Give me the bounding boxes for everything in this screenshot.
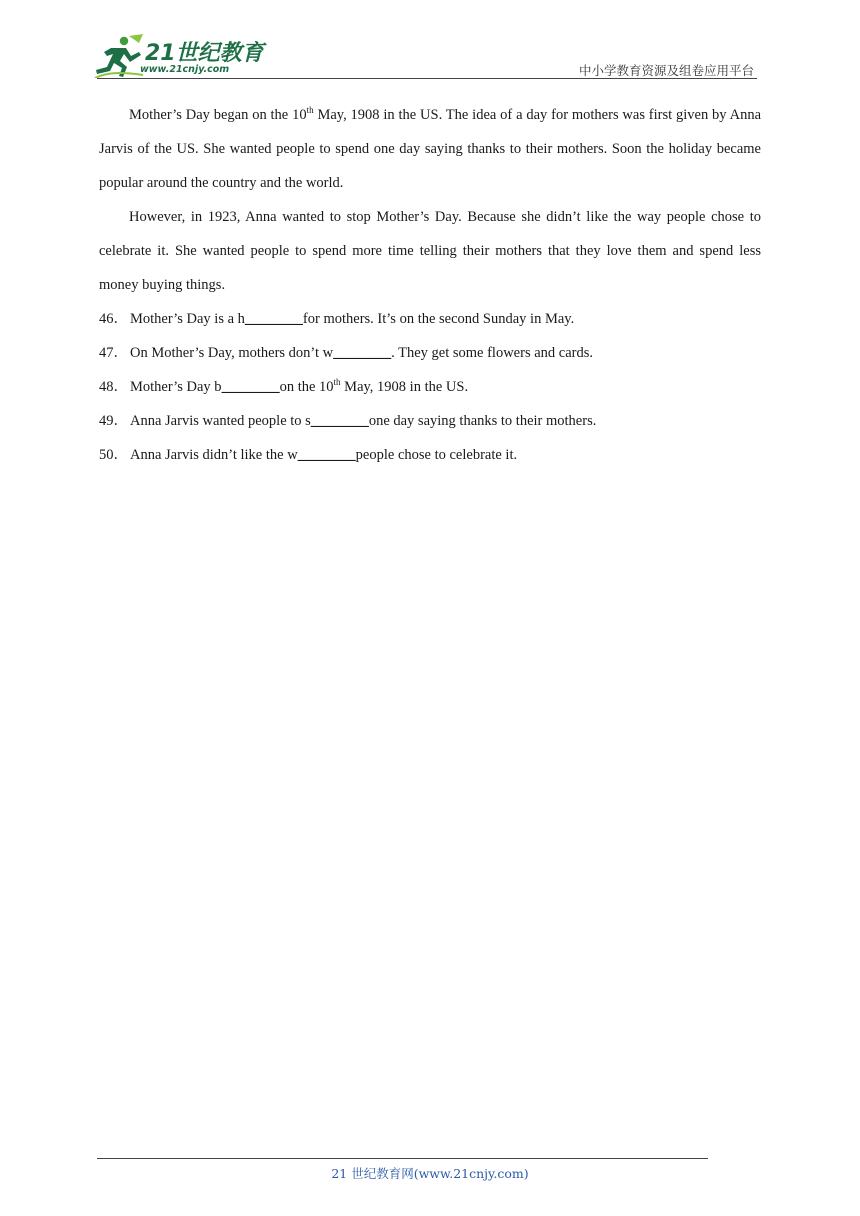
- logo-url: www.21cnjy.com: [140, 64, 230, 75]
- site-logo: [93, 34, 263, 80]
- question-49: [99, 404, 761, 438]
- passage-p1-start: Mother’s Day began on the 10: [129, 107, 307, 123]
- runner-logo-icon: [93, 34, 145, 78]
- question-text: Mother’s Day is a h: [130, 311, 245, 327]
- passage-paragraph-1: [99, 98, 761, 200]
- question-number: 48．: [99, 379, 128, 395]
- answer-blank[interactable]: ________: [244, 311, 303, 327]
- logo-name: 21世纪教育: [145, 41, 264, 66]
- footer-text: 21 世纪教育网(www.21cnjy.com): [331, 1166, 529, 1181]
- question-text: Anna Jarvis wanted people to s: [130, 413, 311, 429]
- question-text-end: . They get some flowers and cards.: [391, 345, 593, 361]
- question-number: 50．: [99, 447, 128, 463]
- header-divider: [97, 78, 757, 79]
- question-47: [99, 336, 761, 370]
- question-50: [99, 438, 761, 472]
- answer-blank[interactable]: ________: [221, 379, 280, 395]
- question-48: [99, 370, 761, 404]
- passage-paragraph-2: However, in 1923, Anna wanted to stop Mother’s Day. Because she didn’t like the way people chose to celebrate it. She wanted people to spend more time telling their mothers that they love them and spend less money buying things.: [99, 209, 761, 293]
- question-sup: th: [333, 377, 341, 388]
- question-number: 46．: [99, 311, 128, 327]
- answer-blank[interactable]: ________: [297, 447, 356, 463]
- question-text-end: people chose to celebrate it.: [355, 447, 518, 463]
- question-text-end: one day saying thanks to their mothers.: [368, 413, 597, 429]
- answer-blank[interactable]: ________: [333, 345, 392, 361]
- question-text: On Mother’s Day, mothers don’t w: [130, 345, 334, 361]
- question-text: Anna Jarvis didn’t like the w: [130, 447, 298, 463]
- question-text-end: for mothers. It’s on the second Sunday in May.: [302, 311, 575, 327]
- platform-title: 中小学教育资源及组卷应用平台: [578, 63, 754, 78]
- question-number: 47．: [99, 345, 128, 361]
- question-text-end-2: May, 1908 in the US.: [340, 379, 469, 395]
- question-46: [99, 302, 761, 336]
- question-text: Mother’s Day b: [130, 379, 222, 395]
- passage-p1-sup: th: [306, 105, 314, 116]
- document-body: [99, 98, 761, 472]
- answer-blank[interactable]: ________: [310, 413, 369, 429]
- question-number: 49．: [99, 413, 128, 429]
- passage-p1-rest: May, 1908 in the US. The idea of a day for mothers was first given by Anna Jarvis of the US. She wanted people to spend one day saying thanks to their mothers. Soon the holiday became popular around the country and the world.: [99, 107, 762, 191]
- question-text-end: on the 10: [279, 379, 334, 395]
- page-header: [0, 0, 860, 90]
- footer-divider: [97, 1158, 708, 1159]
